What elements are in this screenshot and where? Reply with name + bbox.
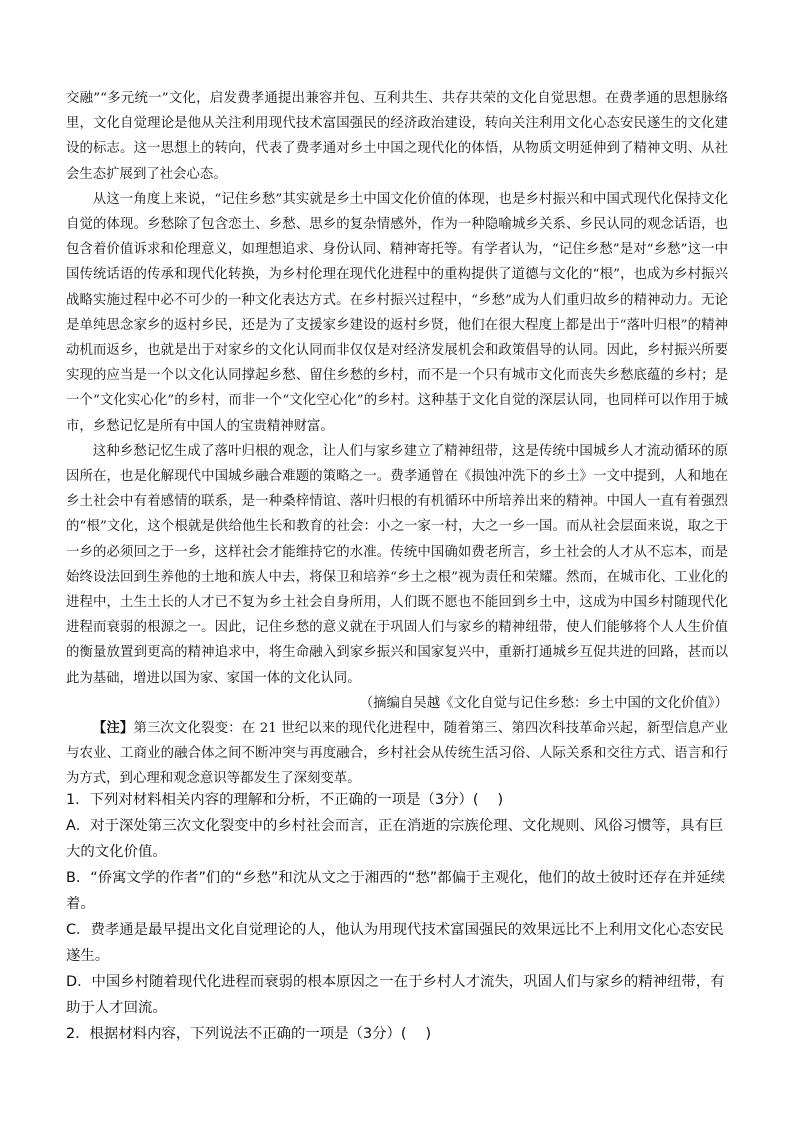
question-1-option-a: A．对于深处第三次文化裂变中的乡村社会而言，正在消逝的宗族伦理、文化规则、风俗习惯等，具有巨大的文化价值。 <box>66 818 724 860</box>
passage-paragraph-2: 从这一角度上来说，“记住乡愁”其实就是乡土中国文化价值的体现，也是乡村振兴和中国式现代化保持文化自觉的体现。乡愁除了包含恋土、乡愁、思乡的复杂情感外，作为一种隐喻城乡关系、乡民认同的观念话语，也包含着价值诉求和伦理意义，如理想追求、身份认同、精神寄托等。有学者认为，“记住乡愁”是对“乡愁”这一中国传统话语的传承和现代化转换，为乡村伦理在现代化进程中的重构提供了道德与文化的“根”，也成为乡村振兴战略实施过程中必不可少的一种文化表达方式。在乡村振兴过程中，“乡愁”成为人们重归故乡的精神动力。无论是单纯思念家乡的返村乡民，还是为了支援家乡建设的返村乡贤，他们在很大程度上都是出于“落叶归根”的精神动机而返乡，也就是出于对家乡的文化认同而非仅仅是对经济发展机会和政策倡导的认同。因此，乡村振兴所要实现的应当是一个以文化认同撑起乡愁、留住乡愁的乡村，而不是一个只有城市文化而丧失乡愁底蕴的乡村；是一个“文化实心化”的乡村，而非一个“文化空心化”的乡村。这种基于文化自觉的深层认同，也同样可以作用于城市，乡愁记忆是所有中国人的宝贵精神财富。 <box>66 191 728 434</box>
passage-paragraph-3: 这种乡愁记忆生成了落叶归根的观念，让人们与家乡建立了精神纽带，这是传统中国城乡人才流动循环的原因所在，也是化解现代中国城乡融合难题的策略之一。费孝通曾在《损蚀冲洗下的乡土》一文中提到，人和地在乡土社会中有着感情的联系，是一种桑梓情谊、落叶归根的有机循环中所培养出来的精神。中国人一直有着强烈的“根”文化，这个根就是供给他生长和教育的社会：小之一家一村，大之一乡一国。而从社会层面来说，取之于一乡的必须回之于一乡，这样社会才能维持它的水准。传统中国确如费老所言，乡土社会的人才从不忘本，而是始终设法回到生养他的土地和族人中去，将保卫和培养“乡土之根”视为责任和荣耀。然而，在城市化、工业化的进程中，土生土长的人才已不复为乡土社会自身所用，人们既不愿也不能回到乡土中，这成为中国乡村随现代化进程而衰弱的根源之一。因此，记住乡愁的意义就在于巩固人们与家乡的精神纽带，使人们能够将个人人生价值的衡量放置到更高的精神追求中，将生命融入到家乡振兴和国家复兴中，重新打通城乡互促共进的回路，甚而以此为基础，增进以国为家、家国一体的文化认同。 <box>66 443 728 686</box>
passage <box>66 86 728 792</box>
passage-note <box>66 716 728 792</box>
question-1-option-c: C．费孝通是最早提出文化自觉理论的人，他认为用现代技术富国强民的效果远比不上利用文化心态安民遂生。 <box>66 922 724 964</box>
question-2-stem: 2．根据材料内容，下列说法不正确的一项是（3分）( ) <box>66 1026 432 1042</box>
question-1-stem: 1．下列对材料相关内容的理解和分析，不正确的一项是（3分）( ) <box>66 792 504 808</box>
question-1-option-b: B．“侨寓文学的作者”们的“乡愁”和沈从文之于湘西的“愁”都偏于主观化，他们的故土彼时还存在并延续着。 <box>66 870 726 912</box>
questions <box>66 787 728 1047</box>
passage-paragraph-1: 交融”“多元统一”文化，启发费孝通提出兼容并包、互利共生、共存共荣的文化自觉思想。在费孝通的思想脉络里，文化自觉理论是他从关注利用现代技术富国强民的经济政治建设，转向关注利用文化心态安民遂生的文化建设的标志。这一思想上的转向，代表了费孝通对乡土中国之现代化的体悟，从物质文明延伸到了精神文明、从社会生态扩展到了社会心态。 <box>66 91 728 182</box>
question-1-option-d: D．中国乡村随着现代化进程而衰弱的根本原因之一在于乡村人才流失，巩固人们与家乡的精神纽带，有助于人才回流。 <box>66 974 725 1016</box>
passage-source: （摘编自吴越《文化自觉与记住乡愁：乡土中国的文化价值》） <box>359 695 728 711</box>
note-text: 第三次文化裂变：在 21 世纪以来的现代化进程中，随着第三、第四次科技革命兴起，新型信息产业与农业、工商业的融合体之间不断冲突与再度融合，乡村社会从传统生活习俗、人际关系和交往方式、语言和行为方式，到心理和观念意识等都发生了深刻变革。 <box>66 721 728 787</box>
note-tag: 【注】 <box>92 720 134 737</box>
